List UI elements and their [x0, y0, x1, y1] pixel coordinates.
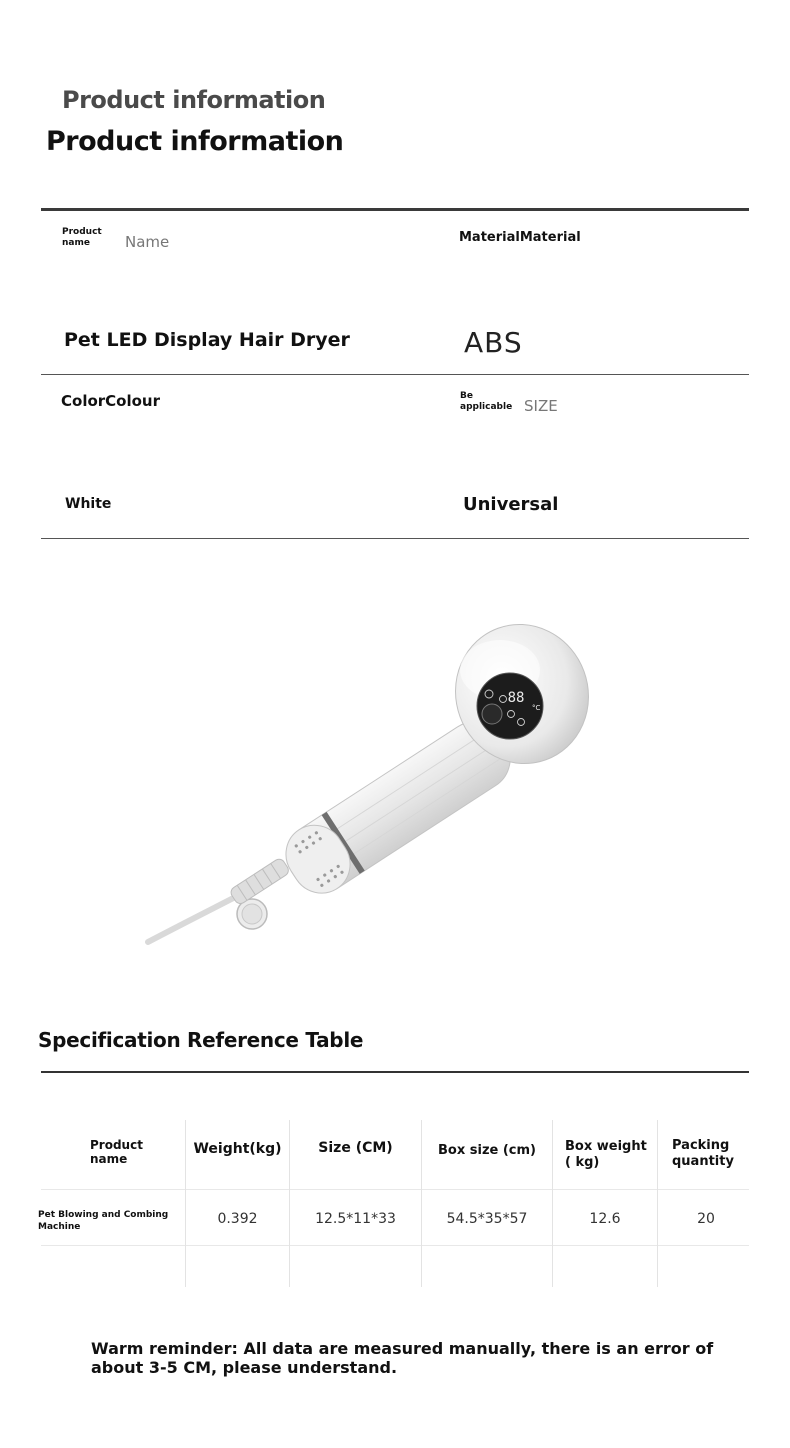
warm-reminder-text: Warm reminder: All data are measured manually, there is an error of about 3-5 CM, please understand. [91, 1339, 714, 1377]
spec-cell-size: 12.5*11*33 [315, 1211, 396, 1227]
spec-header-box-weight: Box weight ( kg) [565, 1139, 647, 1170]
spec-row-divider [41, 1245, 749, 1246]
info-table-bottom-rule [41, 538, 749, 539]
spec-header-packing-quantity: Packing quantity [672, 1138, 734, 1169]
applicable-label: Be applicable [460, 391, 513, 412]
spec-col-divider [657, 1120, 658, 1287]
spec-cell-packing-quantity: 20 [697, 1211, 715, 1227]
spec-cell-box-weight: 12.6 [589, 1211, 621, 1227]
color-value: White [65, 496, 112, 512]
spec-cell-weight: 0.392 [217, 1211, 258, 1227]
spec-table-title: Specification Reference Table [38, 1028, 364, 1052]
spec-header-size: Size (CM) [318, 1140, 393, 1156]
display-unit: °C [532, 704, 541, 712]
spec-table-top-rule [41, 1071, 749, 1073]
display-digits: 88 [507, 690, 525, 706]
applicable-value: Universal [463, 494, 559, 515]
material-value: ABS [464, 326, 523, 359]
product-name-value: Pet LED Display Hair Dryer [64, 329, 350, 351]
info-table-top-rule [41, 208, 749, 211]
spec-cell-box-size: 54.5*35*57 [446, 1211, 528, 1227]
size-ghost-label: SIZE [524, 397, 558, 415]
spec-header-box-size: Box size (cm) [438, 1143, 536, 1158]
spec-cell-product-name: Pet Blowing and Combing Machine [38, 1210, 169, 1232]
hair-dryer-image [130, 610, 610, 960]
section-title: Product information [46, 126, 344, 157]
section-title-grey: Product information [62, 86, 326, 114]
spec-header-product-name: Product name [90, 1138, 143, 1166]
spec-header-row-divider [41, 1189, 749, 1190]
info-table-mid-rule [41, 374, 749, 375]
spec-col-divider [552, 1120, 553, 1287]
spec-header-weight: Weight(kg) [193, 1141, 282, 1157]
product-name-label: Product name [62, 227, 102, 248]
name-ghost-label: Name [125, 233, 170, 251]
material-label: MaterialMaterial [459, 230, 581, 245]
color-label: ColorColour [61, 392, 160, 410]
